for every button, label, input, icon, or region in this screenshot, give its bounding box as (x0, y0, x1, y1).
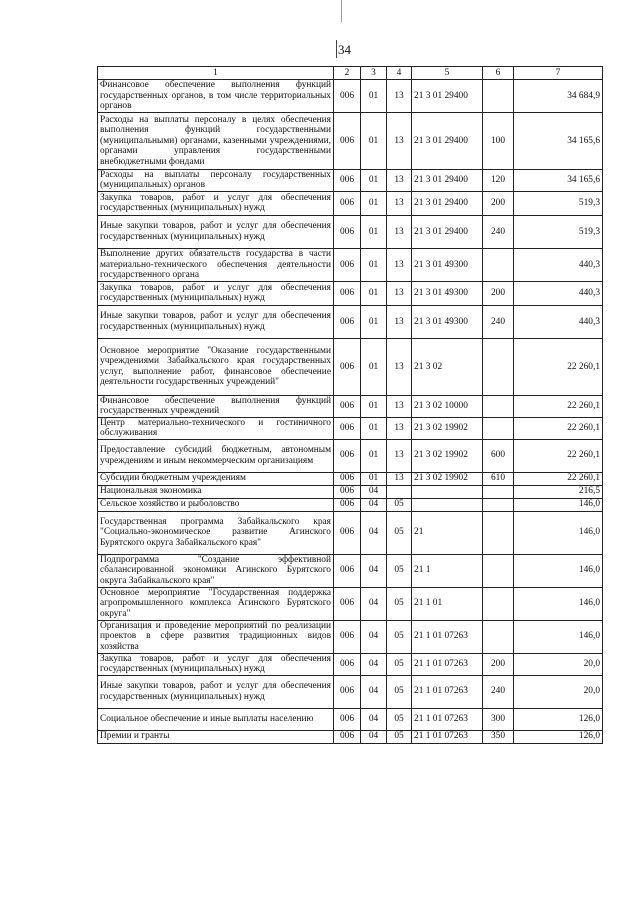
cell-sum: 20,0 (514, 653, 603, 675)
cell-csr: 21 1 01 (412, 587, 483, 620)
cell-vr: 120 (483, 170, 514, 192)
cell-pr: 13 (387, 215, 412, 248)
cell-csr: 21 3 01 29400 (412, 215, 483, 248)
cell-sum: 146,0 (514, 498, 603, 511)
cell-rz: 04 (361, 730, 387, 743)
cell-vr (483, 338, 514, 395)
cell-pr: 13 (387, 439, 412, 472)
cell-sum: 126,0 (514, 708, 603, 730)
cell-rz: 01 (361, 305, 387, 338)
cell-rz: 04 (361, 511, 387, 554)
cell-sum: 440,3 (514, 305, 603, 338)
cell-pr: 13 (387, 281, 412, 305)
cell-ved: 006 (334, 395, 361, 417)
cell-ved: 006 (334, 248, 361, 281)
table-body (98, 80, 603, 744)
cell-ved: 006 (334, 587, 361, 620)
cell-csr: 21 3 01 29400 (412, 191, 483, 215)
cell-ved: 006 (334, 113, 361, 170)
cell-vr (483, 587, 514, 620)
cell-csr: 21 1 (412, 554, 483, 587)
cell-pr: 13 (387, 305, 412, 338)
cell-csr: 21 1 01 07263 (412, 730, 483, 743)
table-row (98, 80, 603, 113)
cell-rz: 01 (361, 248, 387, 281)
cell-name: Предоставление субсидий бюджетным, автономным учреждениям и иным некоммерческим организациям (98, 439, 334, 472)
cell-pr: 05 (387, 620, 412, 653)
table-row (98, 708, 603, 730)
cell-name: Сельское хозяйство и рыболовство (98, 498, 334, 511)
table-row (98, 281, 603, 305)
cell-csr: 21 3 01 29400 (412, 113, 483, 170)
cell-vr (483, 80, 514, 113)
cell-pr: 05 (387, 587, 412, 620)
cell-ved: 006 (334, 708, 361, 730)
cell-name: Иные закупки товаров, работ и услуг для обеспечения государственных (муниципальных) нужд (98, 675, 334, 708)
cell-ved: 006 (334, 170, 361, 192)
cell-vr: 240 (483, 215, 514, 248)
table-row (98, 417, 603, 439)
cell-name: Социальное обеспечение и иные выплаты населению (98, 708, 334, 730)
cell-ved: 006 (334, 511, 361, 554)
table-row (98, 439, 603, 472)
cell-vr (483, 485, 514, 498)
cell-ved: 006 (334, 80, 361, 113)
table-row (98, 554, 603, 587)
cell-rz: 04 (361, 498, 387, 511)
cell-rz: 01 (361, 281, 387, 305)
cell-vr: 350 (483, 730, 514, 743)
cell-sum: 519,3 (514, 191, 603, 215)
cell-rz: 01 (361, 338, 387, 395)
cell-csr: 21 (412, 511, 483, 554)
table-row (98, 395, 603, 417)
cell-name: Национальная экономика (98, 485, 334, 498)
cell-sum: 519,3 (514, 215, 603, 248)
cell-name: Государственная программа Забайкальского края "Социально-экономическое развитие Агинского Бурятского округа Забайкальского края" (98, 511, 334, 554)
cell-csr: 21 3 01 29400 (412, 80, 483, 113)
cell-sum: 34 165,6 (514, 113, 603, 170)
cell-pr: 13 (387, 417, 412, 439)
cell-name: Иные закупки товаров, работ и услуг для обеспечения государственных (муниципальных) нужд (98, 215, 334, 248)
col-header-ved: 2 (334, 67, 361, 80)
col-header-rz: 3 (361, 67, 387, 80)
cell-name: Премии и гранты (98, 730, 334, 743)
table-row (98, 620, 603, 653)
cell-vr: 240 (483, 675, 514, 708)
cell-csr: 21 3 02 (412, 338, 483, 395)
cell-csr: 21 3 02 19902 (412, 472, 483, 485)
cell-pr: 13 (387, 395, 412, 417)
table-row (98, 675, 603, 708)
cell-ved: 006 (334, 305, 361, 338)
cell-name: Подпрограмма "Создание эффективной сбалансированной экономики Агинского Бурятского округа Забайкальского края" (98, 554, 334, 587)
cell-pr: 13 (387, 170, 412, 192)
budget-table (97, 66, 603, 744)
table-row (98, 305, 603, 338)
cell-pr: 13 (387, 113, 412, 170)
cell-sum: 146,0 (514, 511, 603, 554)
cell-pr: 05 (387, 708, 412, 730)
cell-name: Расходы на выплаты персоналу в целях обеспечения выполнения функций государственными (муниципальными) органами, казенными учреждениями, органами управления государственными внебюджетными фондами (98, 113, 334, 170)
cell-csr: 21 3 01 49300 (412, 305, 483, 338)
cell-vr (483, 417, 514, 439)
cell-csr: 21 3 01 49300 (412, 248, 483, 281)
table-row (98, 730, 603, 743)
cell-rz: 04 (361, 554, 387, 587)
cell-name: Организация и проведение мероприятий по реализации проектов в сфере развития традиционных видов хозяйства (98, 620, 334, 653)
cell-name: Финансовое обеспечение выполнения функций государственных органов, в том числе территориальных органов (98, 80, 334, 113)
cell-pr: 13 (387, 191, 412, 215)
cell-rz: 01 (361, 170, 387, 192)
cell-name: Основное мероприятие "Оказание государственными учреждениями Забайкальского края государственных услуг, выполнение работ, финансовое обеспечение деятельности государственных учреждений" (98, 338, 334, 395)
cell-sum: 126,0 (514, 730, 603, 743)
table-row (98, 215, 603, 248)
cell-vr (483, 554, 514, 587)
cell-pr: 05 (387, 511, 412, 554)
cell-ved: 006 (334, 417, 361, 439)
cell-csr: 21 3 01 49300 (412, 281, 483, 305)
cell-rz: 01 (361, 395, 387, 417)
cell-csr (412, 485, 483, 498)
cell-sum: 146,0 (514, 554, 603, 587)
cell-sum: 34 165,6 (514, 170, 603, 192)
cell-vr: 100 (483, 113, 514, 170)
cell-sum: 146,0 (514, 587, 603, 620)
cell-csr: 21 3 02 19902 (412, 417, 483, 439)
cell-vr: 200 (483, 191, 514, 215)
cell-pr: 05 (387, 675, 412, 708)
cell-name: Закупка товаров, работ и услуг для обеспечения государственных (муниципальных) нужд (98, 191, 334, 215)
header-row (98, 67, 603, 80)
cell-ved: 006 (334, 653, 361, 675)
cell-vr: 200 (483, 653, 514, 675)
cell-sum: 22 260,1 (514, 338, 603, 395)
table-row (98, 485, 603, 498)
cell-csr: 21 3 02 10000 (412, 395, 483, 417)
table-row (98, 472, 603, 485)
cell-ved: 006 (334, 215, 361, 248)
cell-sum: 146,0 (514, 620, 603, 653)
cell-csr (412, 498, 483, 511)
cell-rz: 04 (361, 675, 387, 708)
cell-name: Финансовое обеспечение выполнения функций государственных учреждений (98, 395, 334, 417)
cell-pr: 13 (387, 248, 412, 281)
cell-vr (483, 620, 514, 653)
cell-csr: 21 3 01 29400 (412, 170, 483, 192)
cell-ved: 006 (334, 281, 361, 305)
cell-ved: 006 (334, 485, 361, 498)
cell-rz: 04 (361, 708, 387, 730)
table-row (98, 191, 603, 215)
cell-sum: 20,0 (514, 675, 603, 708)
cell-name: Субсидии бюджетным учреждениям (98, 472, 334, 485)
scan-artifact-line (341, 0, 342, 22)
cell-csr: 21 1 01 07263 (412, 708, 483, 730)
cell-rz: 01 (361, 80, 387, 113)
cell-vr: 600 (483, 439, 514, 472)
cell-sum: 22 260,1 (514, 439, 603, 472)
cell-csr: 21 1 01 07263 (412, 653, 483, 675)
cell-name: Закупка товаров, работ и услуг для обеспечения государственных (муниципальных) нужд (98, 653, 334, 675)
cell-pr: 13 (387, 338, 412, 395)
cell-ved: 006 (334, 472, 361, 485)
cell-csr: 21 3 02 19902 (412, 439, 483, 472)
cell-rz: 04 (361, 485, 387, 498)
table-row (98, 170, 603, 192)
cell-ved: 006 (334, 675, 361, 708)
table-header (98, 67, 603, 80)
table-row (98, 511, 603, 554)
col-header-name: 1 (98, 67, 334, 80)
cell-vr: 610 (483, 472, 514, 485)
cell-vr (483, 248, 514, 281)
cell-ved: 006 (334, 439, 361, 472)
cell-rz: 01 (361, 417, 387, 439)
cell-csr: 21 1 01 07263 (412, 675, 483, 708)
cell-sum: 216,5 (514, 485, 603, 498)
cell-name: Центр материально-технического и гостиничного обслуживания (98, 417, 334, 439)
cell-vr (483, 498, 514, 511)
table-row (98, 587, 603, 620)
cell-ved: 006 (334, 338, 361, 395)
cell-rz: 04 (361, 587, 387, 620)
cell-rz: 01 (361, 472, 387, 485)
table-row (98, 248, 603, 281)
cell-name: Расходы на выплаты персоналу государственных (муниципальных) органов (98, 170, 334, 192)
cell-pr: 05 (387, 730, 412, 743)
page-number: 34 (338, 42, 351, 57)
table-row (98, 653, 603, 675)
cell-ved: 006 (334, 554, 361, 587)
cell-sum: 22 260,1 (514, 472, 603, 485)
table-row (98, 113, 603, 170)
cell-name: Основное мероприятие "Государственная поддержка агропромышленного комплекса Агинского Бурятского округа" (98, 587, 334, 620)
col-header-vr: 6 (483, 67, 514, 80)
cell-name: Закупка товаров, работ и услуг для обеспечения государственных (муниципальных) нужд (98, 281, 334, 305)
cell-sum: 22 260,1 (514, 417, 603, 439)
cell-vr (483, 395, 514, 417)
cell-vr: 200 (483, 281, 514, 305)
cell-pr: 13 (387, 472, 412, 485)
cell-pr: 05 (387, 554, 412, 587)
col-header-pr: 4 (387, 67, 412, 80)
cell-sum: 440,3 (514, 281, 603, 305)
cell-rz: 01 (361, 439, 387, 472)
cell-sum: 440,3 (514, 248, 603, 281)
cell-pr (387, 485, 412, 498)
cell-rz: 01 (361, 113, 387, 170)
cell-name: Выполнение других обязательств государства в части материально-технического обеспечения деятельности государственного органа (98, 248, 334, 281)
cell-rz: 04 (361, 620, 387, 653)
cell-csr: 21 1 01 07263 (412, 620, 483, 653)
cell-rz: 04 (361, 653, 387, 675)
cell-ved: 006 (334, 730, 361, 743)
cell-vr: 300 (483, 708, 514, 730)
cell-sum: 34 684,9 (514, 80, 603, 113)
cell-pr: 13 (387, 80, 412, 113)
col-header-csr: 5 (412, 67, 483, 80)
cell-ved: 006 (334, 498, 361, 511)
cell-vr: 240 (483, 305, 514, 338)
cell-rz: 01 (361, 215, 387, 248)
table-row (98, 338, 603, 395)
cell-vr (483, 511, 514, 554)
cell-rz: 01 (361, 191, 387, 215)
col-header-sum: 7 (514, 67, 603, 80)
table-row (98, 498, 603, 511)
cell-pr: 05 (387, 498, 412, 511)
cell-ved: 006 (334, 620, 361, 653)
cell-pr: 05 (387, 653, 412, 675)
cell-name: Иные закупки товаров, работ и услуг для обеспечения государственных (муниципальных) нужд (98, 305, 334, 338)
cell-ved: 006 (334, 191, 361, 215)
cell-sum: 22 260,1 (514, 395, 603, 417)
